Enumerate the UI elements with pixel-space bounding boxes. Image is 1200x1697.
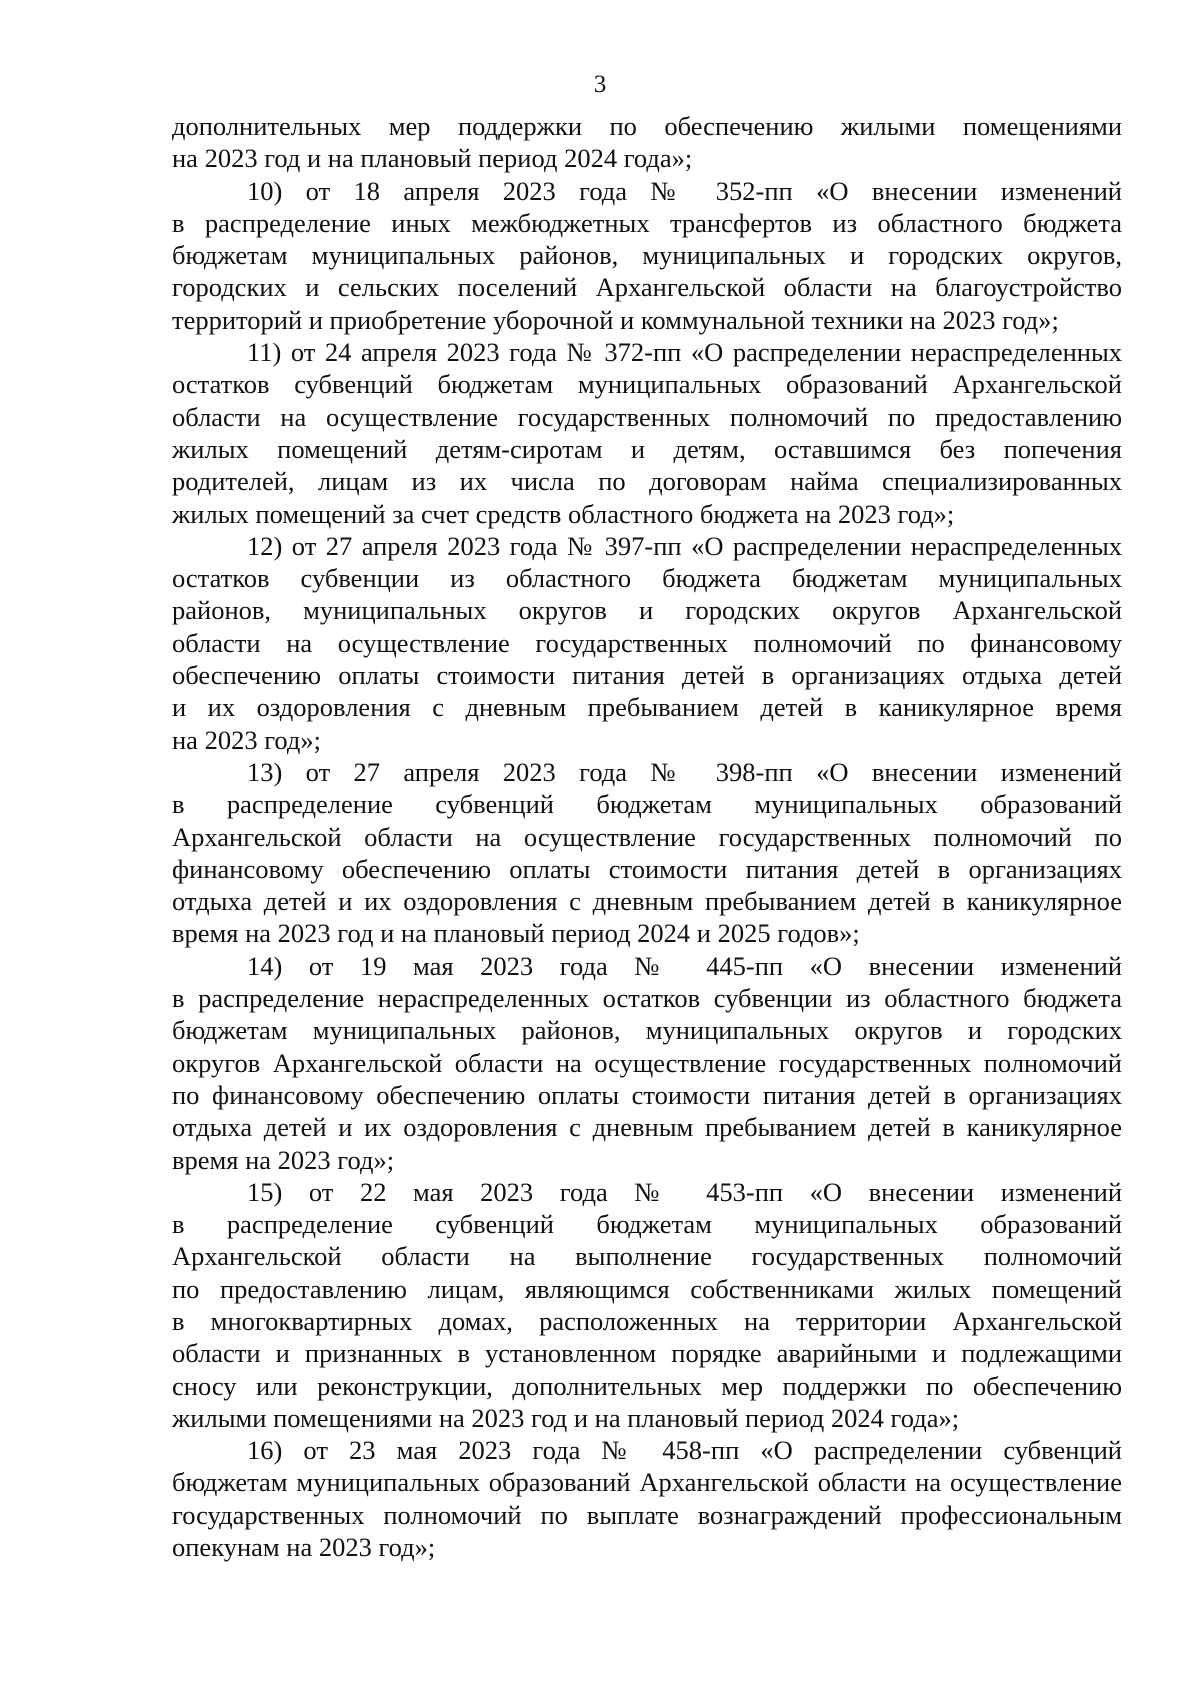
text-line: на 2023 год и на плановый период 2024 года»; — [172, 143, 693, 174]
text-line: округов Архангельской области на осуществление государственных полномочий — [172, 1047, 1122, 1078]
text-line: опекунам на 2023 год»; — [172, 1532, 436, 1563]
paragraph — [172, 175, 1122, 336]
text-line: области и признанных в установленном порядке аварийными и подлежащими — [172, 1338, 1122, 1369]
text-line: 11) от 24 апреля 2023 года № 372-пп «О распределении нераспределенных — [247, 337, 1122, 368]
text-line: районов, муниципальных округов и городских округов Архангельской — [172, 595, 1122, 626]
text-line: и их оздоровления с дневным пребыванием детей в каникулярное время — [172, 692, 1122, 723]
text-line: бюджетам муниципальных образований Архангельской области на осуществление — [172, 1467, 1122, 1498]
text-line: городских и сельских поселений Архангельской области на благоустройство — [172, 272, 1122, 303]
text-line: области на осуществление государственных полномочий по финансовому — [172, 627, 1122, 658]
text-line: в распределение нераспределенных остатков субвенции из областного бюджета — [172, 983, 1122, 1014]
text-line: в распределение субвенций бюджетам муниципальных образований — [172, 1209, 1122, 1240]
text-line: 12) от 27 апреля 2023 года № 397-пп «О распределении нераспределенных — [247, 530, 1122, 561]
text-line: отдыха детей и их оздоровления с дневным пребыванием детей в каникулярное — [172, 886, 1122, 917]
text-line: области на осуществление государственных полномочий по предоставлению — [172, 401, 1122, 432]
document-body — [172, 110, 1122, 1563]
text-line: сносу или реконструкции, дополнительных мер поддержки по обеспечению — [172, 1370, 1122, 1401]
paragraph — [172, 1176, 1122, 1434]
text-line: 15) от 22 мая 2023 года № 453-пп «О внесении изменений — [247, 1176, 1122, 1207]
text-line: государственных полномочий по выплате вознаграждений профессиональным — [172, 1499, 1122, 1530]
text-line: в многоквартирных домах, расположенных на территории Архангельской — [172, 1305, 1122, 1336]
text-line: в распределение субвенций бюджетам муниципальных образований — [172, 789, 1122, 820]
text-line: 13) от 27 апреля 2023 года № 398-пп «О внесении изменений — [247, 756, 1122, 787]
paragraph — [172, 950, 1122, 1176]
text-line: Архангельской области на выполнение государственных полномочий — [172, 1241, 1122, 1272]
text-line: 14) от 19 мая 2023 года № 445-пп «О внесении изменений — [247, 950, 1122, 981]
paragraph — [172, 110, 1122, 175]
text-line: отдыха детей и их оздоровления с дневным пребыванием детей в каникулярное — [172, 1112, 1122, 1143]
paragraph — [172, 1434, 1122, 1563]
text-line: жилых помещений за счет средств областного бюджета на 2023 год»; — [172, 498, 955, 529]
text-line: 10) от 18 апреля 2023 года № 352-пп «О внесении изменений — [247, 175, 1122, 206]
text-line: на 2023 год»; — [172, 724, 321, 755]
text-line: время на 2023 год»; — [172, 1144, 395, 1175]
text-line: обеспечению оплаты стоимости питания детей в организациях отдыха детей — [172, 660, 1122, 691]
text-line: территорий и приобретение уборочной и коммунальной техники на 2023 год»; — [172, 304, 1059, 335]
text-line: в распределение иных межбюджетных трансфертов из областного бюджета — [172, 207, 1122, 238]
text-line: финансовому обеспечению оплаты стоимости питания детей в организациях — [172, 853, 1122, 884]
text-line: по предоставлению лицам, являющимся собственниками жилых помещений — [172, 1273, 1122, 1304]
text-line: по финансовому обеспечению оплаты стоимости питания детей в организациях — [172, 1079, 1122, 1110]
paragraph — [172, 336, 1122, 530]
text-line: родителей, лицам из их числа по договорам найма специализированных — [172, 466, 1122, 497]
page-number: 3 — [593, 71, 607, 98]
text-line: остатков субвенции из областного бюджета бюджетам муниципальных — [172, 563, 1122, 594]
text-line: дополнительных мер поддержки по обеспечению жилыми помещениями — [172, 111, 1122, 141]
paragraph — [172, 756, 1122, 950]
text-line: 16) от 23 мая 2023 года № 458-пп «О распределении субвенций — [247, 1435, 1122, 1466]
text-line: бюджетам муниципальных районов, муниципальных округов и городских — [172, 1015, 1122, 1046]
text-line: бюджетам муниципальных районов, муниципальных и городских округов, — [172, 240, 1122, 271]
text-line: Архангельской области на осуществление государственных полномочий по — [172, 821, 1122, 852]
text-line: время на 2023 год и на плановый период 2024 и 2025 годов»; — [172, 918, 860, 949]
text-line: жилых помещений детям-сиротам и детям, оставшимся без попечения — [172, 433, 1122, 464]
text-line: жилыми помещениями на 2023 год и на плановый период 2024 года»; — [172, 1402, 960, 1433]
paragraph — [172, 530, 1122, 756]
text-line: остатков субвенций бюджетам муниципальных образований Архангельской — [172, 369, 1122, 400]
